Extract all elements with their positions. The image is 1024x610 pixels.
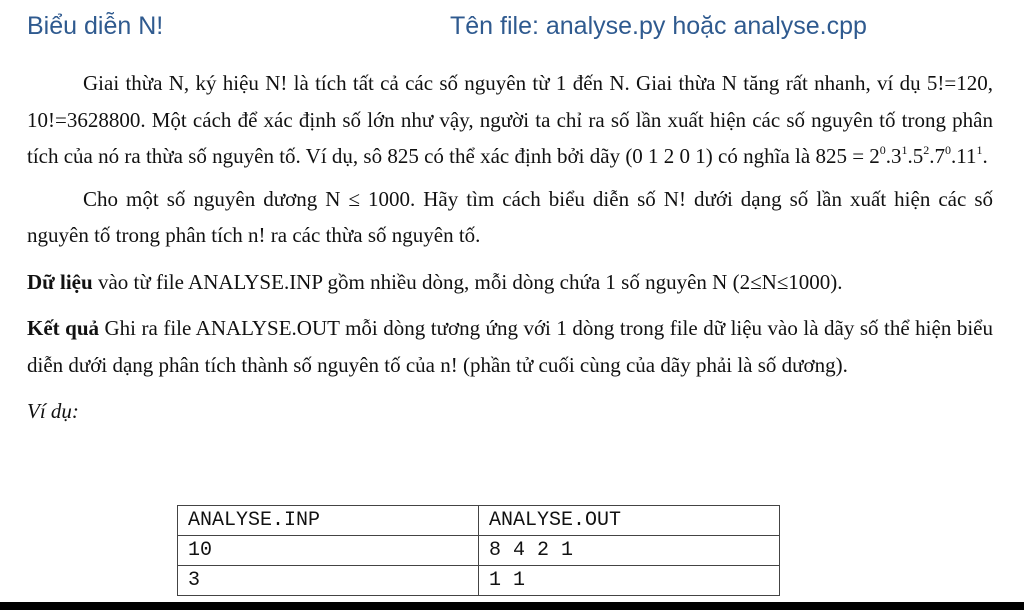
table-row xyxy=(178,536,780,566)
problem-title: Biểu diễn N! xyxy=(27,12,164,40)
table-cell: 3 xyxy=(178,566,479,596)
table-header-output: ANALYSE.OUT xyxy=(479,506,780,536)
output-label: Kết quả xyxy=(27,316,100,340)
table-header-input: ANALYSE.INP xyxy=(178,506,479,536)
input-label: Dữ liệu xyxy=(27,269,93,294)
paragraph-output: Kết quả Ghi ra file ANALYSE.OUT mỗi dòng tương ứng với 1 dòng trong file dữ liệu vào là dãy số thể hiện biểu diễn dưới dạng phân tích thành số nguyên tố của n! (phần tử cuối cùng của dãy phải là số dương). xyxy=(27,316,993,377)
file-name-label: Tên file: analyse.py hoặc analyse.cpp xyxy=(450,12,867,40)
paragraph-intro xyxy=(27,65,993,175)
table-cell: 10 xyxy=(178,536,479,566)
table-cell: 8 4 2 1 xyxy=(479,536,780,566)
example-table xyxy=(177,505,780,596)
table-cell: 1 1 xyxy=(479,566,780,596)
paragraph-task: Cho một số nguyên dương N ≤ 1000. Hãy tìm cách biểu diễn số N! dưới dạng số lần xuất hiện các số nguyên tố trong phân tích n! ra các thừa số nguyên tố. xyxy=(27,186,993,247)
intro-text: Giai thừa N, ký hiệu N! là tích tất cả các số nguyên từ 1 đến N. Giai thừa N tăng rất nhanh, ví dụ 5!=120, 10!=3628800. Một cách để xác định số lớn như vậy, người ta chỉ ra số lần xuất hiện các số nguyên tố trong phân tích của nó ra thừa số nguyên tố. Ví dụ, sô 825 có thể xác định bởi dãy (0 1 2 0 1) có nghĩa là xyxy=(27,71,993,168)
header xyxy=(27,8,1004,44)
table-header-row xyxy=(178,506,780,536)
paragraph-input: Dữ liệu vào từ file ANALYSE.INP gồm nhiều dòng, mỗi dòng chứa 1 số nguyên N (2≤N≤1000). xyxy=(27,269,843,294)
table-row xyxy=(178,566,780,596)
problem-statement xyxy=(27,65,993,430)
example-label: Ví dụ: xyxy=(27,399,79,423)
bottom-border xyxy=(0,602,1024,610)
formula: $825 = 2^0.3^1.5^2.7^0.11^1$. xyxy=(815,143,988,168)
